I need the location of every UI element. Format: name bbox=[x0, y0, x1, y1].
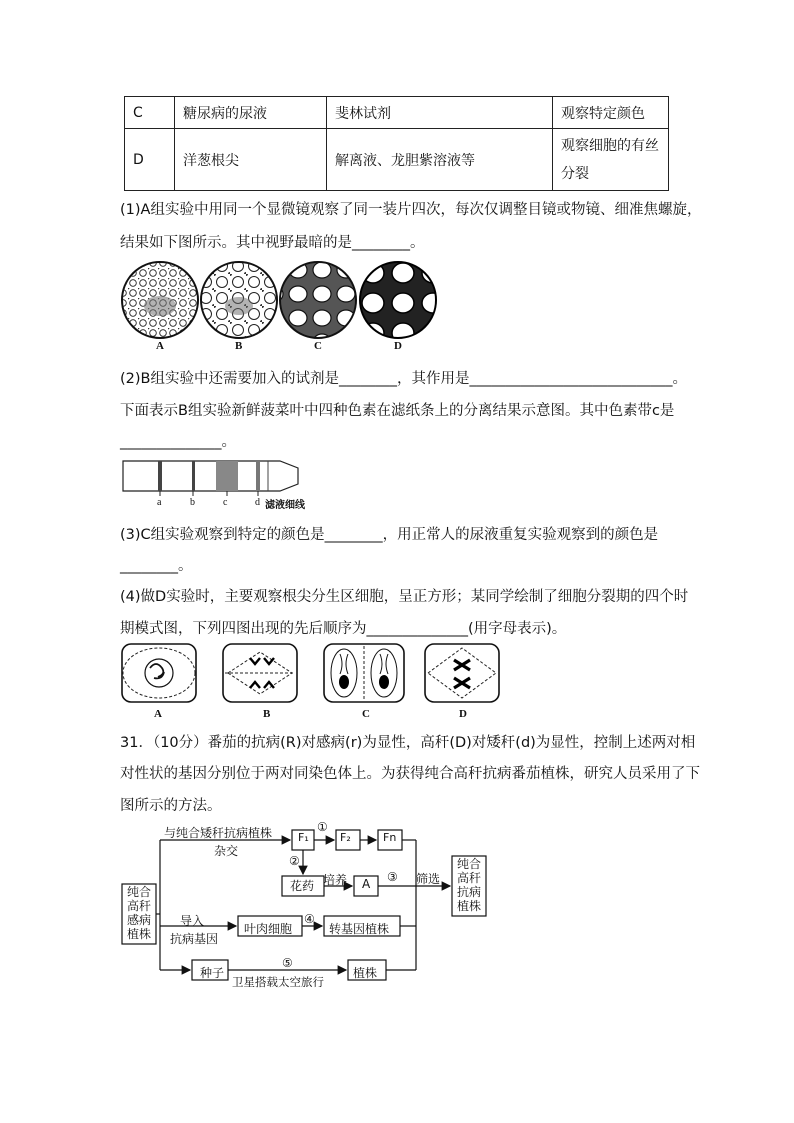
flow-end-line: 高秆 bbox=[456, 871, 481, 885]
cell-c bbox=[324, 644, 404, 702]
flow-step-3: ③ bbox=[387, 870, 398, 884]
field-b bbox=[201, 262, 277, 338]
cell-label-a: A bbox=[154, 708, 162, 720]
strip-label-a: a bbox=[157, 497, 162, 508]
q2-line2: 下面表示B组实验新鲜菠菜叶中四种色素在滤纸条上的分离结果示意图。其中色素带c是 bbox=[120, 403, 675, 419]
flow-start-line: 纯合 bbox=[126, 885, 151, 899]
table-cell bbox=[553, 129, 669, 191]
table-cell: 洋葱根尖 bbox=[175, 129, 327, 191]
table-row bbox=[125, 97, 669, 129]
band-a bbox=[158, 461, 162, 491]
flow-fn: Fn bbox=[383, 831, 397, 844]
table-cell: 糖尿病的尿液 bbox=[175, 97, 327, 129]
flow-f1: F₁ bbox=[298, 831, 309, 844]
table-cell: C bbox=[125, 97, 175, 129]
field-label-b: B bbox=[235, 340, 243, 352]
flow-a: A bbox=[362, 877, 371, 891]
flow-end-box bbox=[454, 857, 484, 913]
q2-line3: ______________。 bbox=[120, 434, 236, 450]
table-cell: D bbox=[125, 129, 175, 191]
field-a bbox=[122, 262, 198, 338]
flow-start-line: 植株 bbox=[126, 927, 151, 941]
experiment-table bbox=[124, 96, 669, 191]
field-label-c: C bbox=[314, 340, 322, 352]
flow-culture: 培养 bbox=[323, 873, 348, 887]
q2-line1: (2)B组实验中还需要加入的试剂是________，其作用是____________________________。 bbox=[120, 371, 687, 387]
flow-f2: F₂ bbox=[340, 831, 351, 844]
band-c bbox=[216, 461, 238, 491]
flow-import-sub: 抗病基因 bbox=[170, 932, 219, 946]
flow-end-line: 抗病 bbox=[456, 885, 481, 899]
flow-import: 导入 bbox=[180, 914, 205, 928]
flow-select: 筛选 bbox=[416, 872, 441, 886]
flow-step-4: ④ bbox=[304, 912, 315, 926]
strip-label-b: b bbox=[190, 497, 195, 508]
cell-label-d: D bbox=[459, 708, 467, 720]
band-d bbox=[256, 461, 260, 491]
flow-plant: 植株 bbox=[353, 966, 378, 980]
table-cell-line: 观察细胞的有丝 bbox=[561, 137, 659, 154]
flow-cross-sub: 杂交 bbox=[214, 844, 239, 858]
flow-cross-label: 与纯合矮秆抗病植株 bbox=[164, 826, 273, 840]
q31-line2: 对性状的基因分别位于两对同染色体上。为获得纯合高秆抗病番茄植株，研究人员采用了下 bbox=[120, 766, 700, 782]
q4-line2: 期模式图，下列四图出现的先后顺序为______________(用字母表示)。 bbox=[120, 621, 567, 637]
strip-caption: 滤液细线 bbox=[265, 500, 305, 511]
flow-step-2: ② bbox=[289, 854, 300, 868]
table-cell: 观察特定颜色 bbox=[553, 97, 669, 129]
flow-step-5: ⑤ bbox=[282, 956, 293, 970]
q1-line2: 结果如下图所示。其中视野最暗的是________。 bbox=[120, 235, 425, 251]
flow-transgenic: 转基因植株 bbox=[329, 922, 390, 936]
strip-label-c: c bbox=[223, 497, 228, 508]
flow-start-line: 高秆 bbox=[126, 899, 151, 913]
cell-division-figure bbox=[118, 640, 503, 708]
q3-line1: (3)C组实验观察到特定的颜色是________，用正常人的尿液重复实验观察到的颜色是 bbox=[120, 527, 659, 543]
flow-start-box bbox=[124, 885, 154, 941]
flow-end-line: 植株 bbox=[456, 899, 481, 913]
q31-line3: 图所示的方法。 bbox=[120, 798, 222, 814]
q1-line1: (1)A组实验中用同一个显微镜观察了同一装片四次，每次仅调整目镜或物镜、细准焦螺旋， bbox=[120, 202, 702, 218]
band-b bbox=[192, 461, 195, 491]
field-label-a: A bbox=[156, 340, 164, 352]
table-cell: 斐林试剂 bbox=[327, 97, 553, 129]
field-d bbox=[360, 262, 436, 338]
q31-line1: 31．（10分）番茄的抗病(R)对感病(r)为显性，高秆(D)对矮秆(d)为显性，控制上述两对相 bbox=[120, 735, 696, 751]
q3-line2: ________。 bbox=[120, 558, 193, 574]
cell-a bbox=[122, 644, 196, 702]
flow-step-1: ① bbox=[317, 820, 328, 834]
flow-space: 卫星搭载太空旅行 bbox=[232, 975, 324, 989]
cell-label-c: C bbox=[362, 708, 370, 720]
cell-d bbox=[425, 644, 499, 702]
flow-leaf-cells: 叶肉细胞 bbox=[244, 922, 293, 936]
q4-line1: (4)做D实验时，主要观察根尖分生区细胞，呈正方形；某同学绘制了细胞分裂期的四个时 bbox=[120, 589, 689, 605]
table-cell-line: 分裂 bbox=[561, 165, 589, 182]
field-label-d: D bbox=[394, 340, 402, 352]
breeding-flowchart bbox=[118, 820, 498, 1000]
table-row bbox=[125, 129, 669, 191]
cell-b bbox=[223, 644, 297, 702]
strip-label-d: d bbox=[255, 497, 260, 508]
flow-seed: 种子 bbox=[200, 966, 225, 980]
flow-anther: 花药 bbox=[290, 879, 315, 893]
table-cell: 解离液、龙胆紫溶液等 bbox=[327, 129, 553, 191]
field-c bbox=[280, 262, 356, 338]
flow-start-line: 感病 bbox=[126, 913, 151, 927]
flow-end-line: 纯合 bbox=[456, 857, 481, 871]
cell-label-b: B bbox=[263, 708, 271, 720]
